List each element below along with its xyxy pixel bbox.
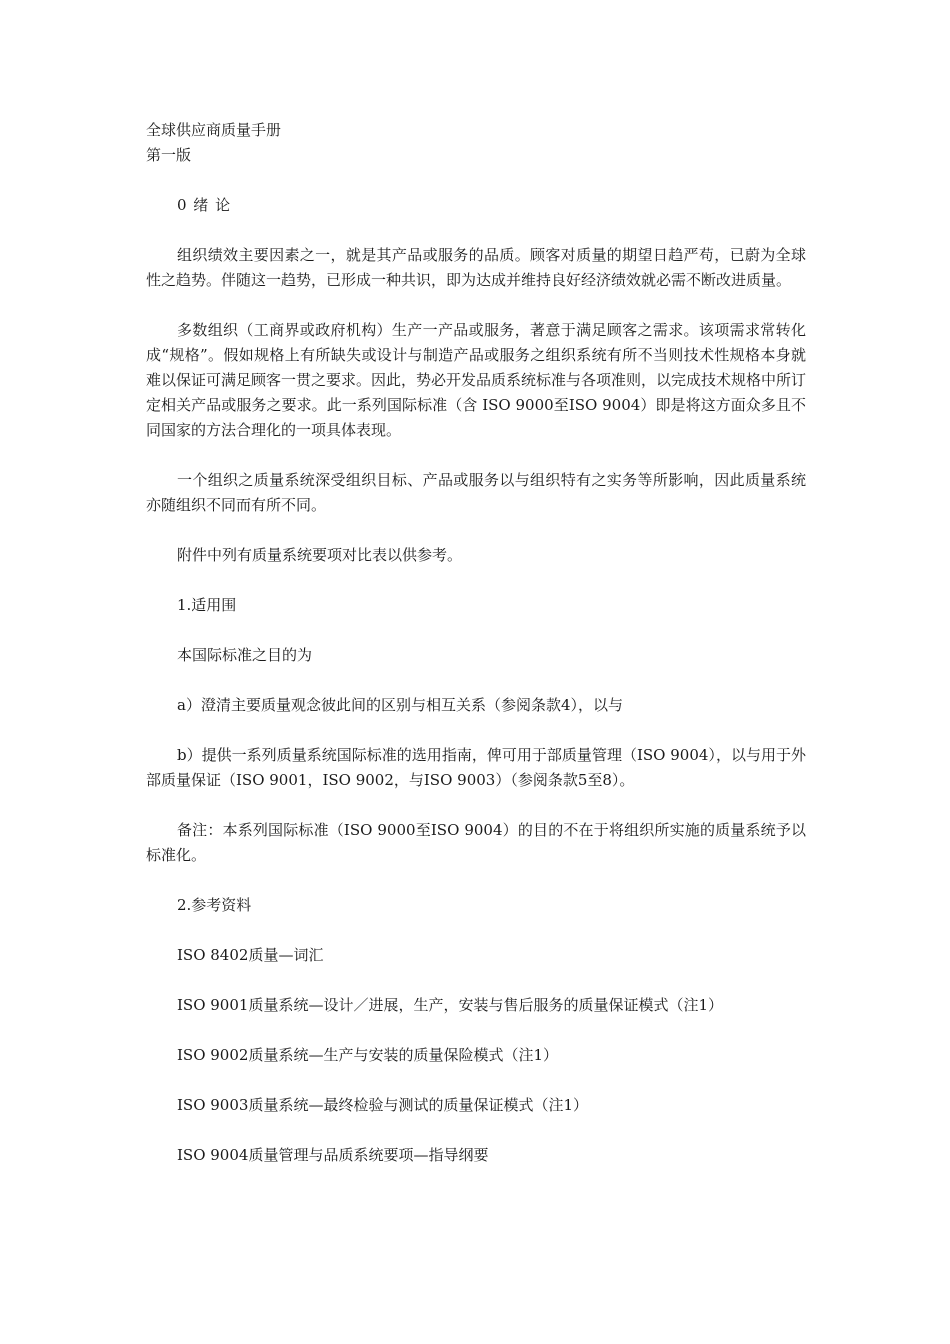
reference-item: ISO 9002质量系统—生产与安装的质量保险模式（注1） xyxy=(177,1046,558,1064)
intro-paragraph-2: 多数组织（工商界或政府机构）生产一产品或服务，著意于满足顾客之需求。该项需求常转化成“规格”。假如规格上有所缺失或设计与制造产品或服务之组织系统有所不当则技术性规格本身就难以保证可满足顾客一贯之要求。因此，势必开发品质系统标准与各项准则，以完成技术规格中所订定相关产品或服务之要求。此一系列国际标准（含 ISO 9000至ISO 9004）即是将这方面众多且不同国家的方法合理化的一项具体表现。 xyxy=(146,321,807,439)
scope-item-a: a）澄清主要质量观念彼此间的区别与相互关系（参阅条款4），以与 xyxy=(177,696,623,714)
reference-item: ISO 8402质量—词汇 xyxy=(177,946,324,964)
reference-item: ISO 9004质量管理与品质系统要项—指导纲要 xyxy=(177,1146,489,1164)
scope-intro: 本国际标准之目的为 xyxy=(177,646,313,664)
document-edition: 第一版 xyxy=(146,146,192,164)
reference-item: ISO 9003质量系统—最终检验与测试的质量保证模式（注1） xyxy=(177,1096,588,1114)
scope-note: 备注：本系列国际标准（ISO 9000至ISO 9004）的目的不在于将组织所实施的质量系统予以标准化。 xyxy=(146,821,806,864)
section-2-heading: 2.参考资料 xyxy=(177,896,252,914)
intro-paragraph-4: 附件中列有质量系统要项对比表以供参考。 xyxy=(177,546,463,564)
scope-item-b: b）提供一系列质量系统国际标准的选用指南，俾可用于部质量管理（ISO 9004），以与用于外部质量保证（ISO 9001，ISO 9002，与ISO 9003）（参阅条款5至8）。 xyxy=(146,746,806,789)
intro-paragraph-1: 组织绩效主要因素之一，就是其产品或服务的品质。顾客对质量的期望日趋严苟，已蔚为全球性之趋势。伴随这一趋势，已形成一种共识，即为达成并维持良好经济绩效就必需不断改进质量。 xyxy=(146,246,806,289)
intro-paragraph-3: 一个组织之质量系统深受组织目标、产品或服务以与组织特有之实务等所影响，因此质量系统亦随组织不同而有所不同。 xyxy=(146,471,806,514)
document-page xyxy=(146,118,806,1168)
section-1-heading: 1.适用围 xyxy=(177,596,237,614)
reference-item: ISO 9001质量系统—设计／进展，生产，安装与售后服务的质量保证模式（注1） xyxy=(177,996,723,1014)
section-0-heading: 0 绪 论 xyxy=(177,196,232,214)
document-title: 全球供应商质量手册 xyxy=(146,121,282,139)
